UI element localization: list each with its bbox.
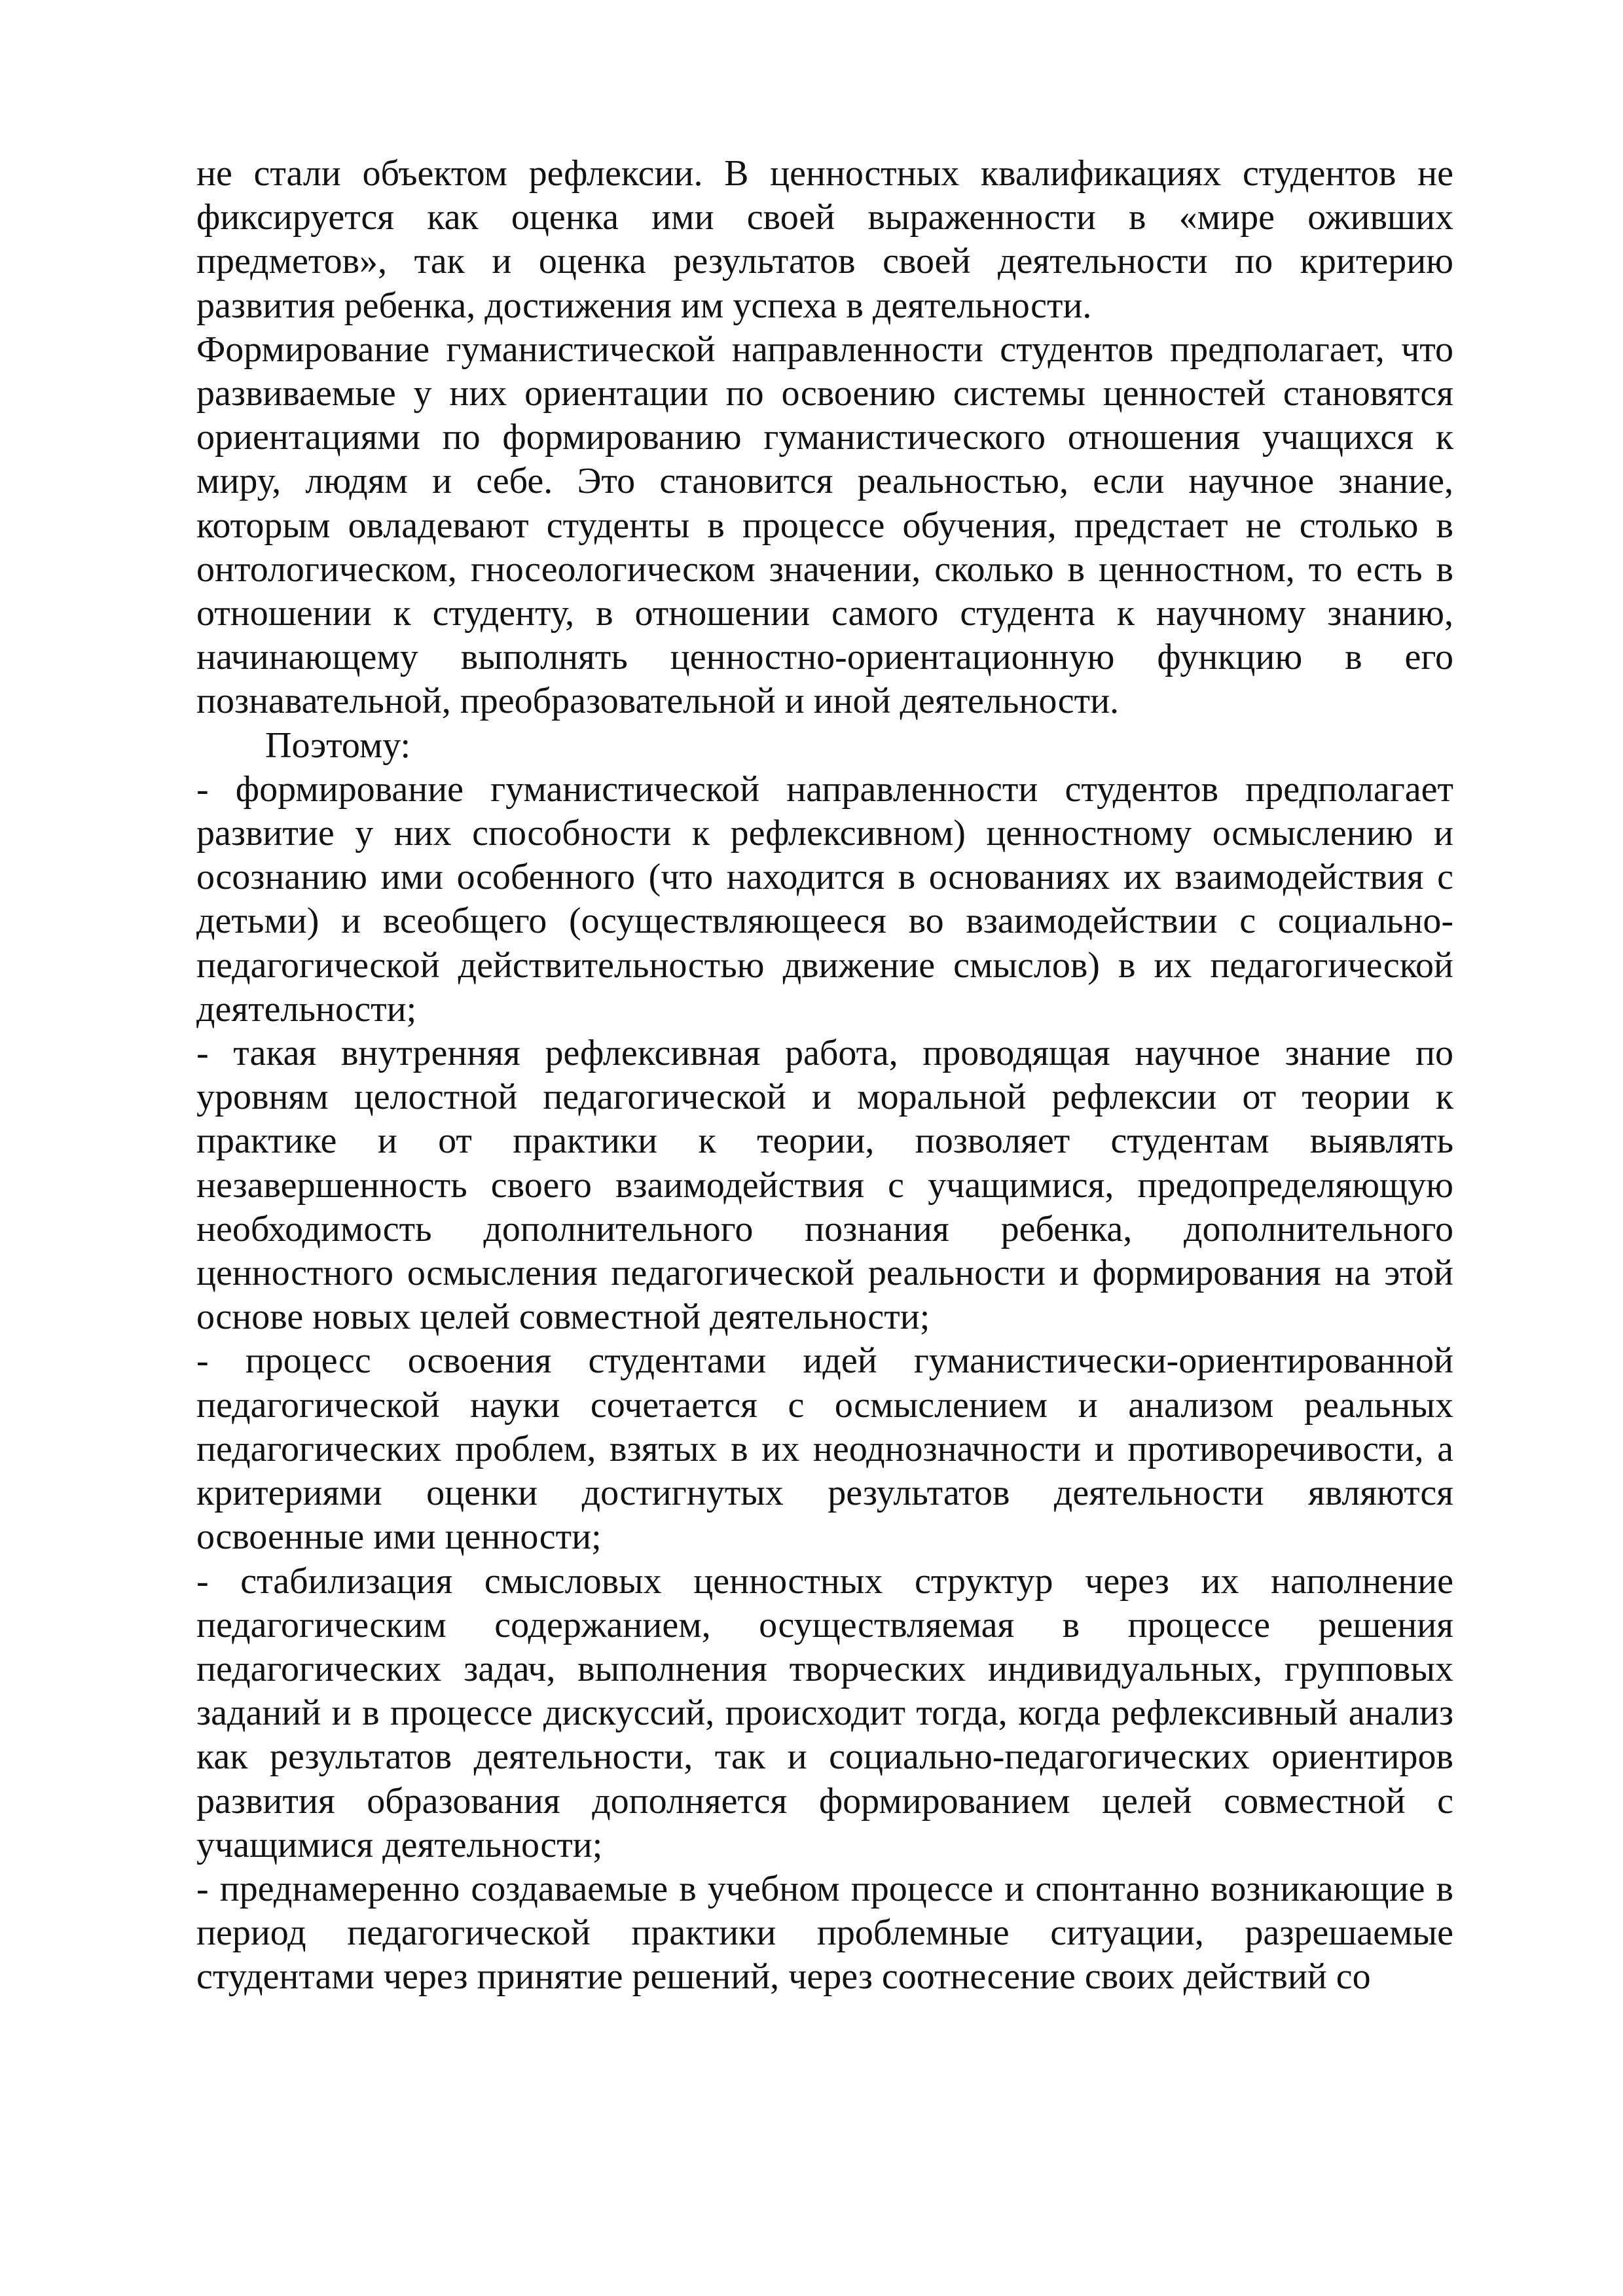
list-item-5: - преднамеренно создаваемые в учебном процессе и спонтанно возникающие в период педагогической практики проблемные ситуации, разрешаемые студентами через принятие решений, через соотнесение своих действий со [196, 1868, 1453, 1998]
paragraph-poetomu: Поэтому: [265, 725, 411, 766]
list-item-4: - стабилизация смысловых ценностных структур через их наполнение педагогическим содержанием, осуществляемая в процессе решения педагогических задач, выполнения творческих индивидуальных, групповых заданий и в процессе дискуссий, происходит тогда, когда рефлексивный анализ как результатов деятельности, так и социально-педагогических ориентиров развития образования дополняется формированием целей совместной с учащимися деятельности; [196, 1560, 1453, 1865]
paragraph-2: Формирование гуманистической направленности студентов предполагает, что развиваемые у них ориентации по освоению системы ценностей становятся ориентациями по формированию гуманистического отношения учащихся к миру, людям и себе. Это становится реальностью, если научное знание, которым овладевают студенты в процессе обучения, предстает не столько в онтологическом, гносеологическом значении, сколько в ценностном, то есть в отношении к студенту, в отношении самого студента к научному знанию, начинающему выполнять ценностно-ориентационную функцию в его познавательной, преобразовательной и иной деятельности. [196, 329, 1453, 722]
list-item-1: - формирование гуманистической направленности студентов предполагает развитие у них способности к рефлексивном) ценностному осмыслению и осознанию ими особенного (что находится в основаниях их взаимодействия с детьми) и всеобщего (осуществляющееся во взаимодействии с социально-педагогической действительностью движение смыслов) в их педагогической деятельности; [196, 768, 1453, 1030]
document-page [196, 152, 1453, 2000]
list-item-2: - такая внутренняя рефлексивная работа, проводящая научное знание по уровням целостной педагогической и моральной рефлексии от теории к практике и от практики к теории, позволяет студентам выявлять незавершенность своего взаимодействия с учащимися, предопределяющую необходимость дополнительного познания ребенка, дополнительного ценностного осмысления педагогической реальности и формирования на этой основе новых целей совместной деятельности; [196, 1033, 1453, 1338]
list-item-3: - процесс освоения студентами идей гуманистически-ориентированной педагогической науки сочетается с осмыслением и анализом реальных педагогических проблем, взятых в их неоднозначности и противоречивости, а критериями оценки достигнутых результатов деятельности являются освоенные ими ценности; [196, 1340, 1453, 1558]
paragraph-1: не стали объектом рефлексии. В ценностных квалификациях студентов не фиксируется как оценка ими своей выраженности в «мире оживших предметов», так и оценка результатов своей деятельности по критерию развития ребенка, достижения им успеха в деятельности. [196, 153, 1453, 326]
